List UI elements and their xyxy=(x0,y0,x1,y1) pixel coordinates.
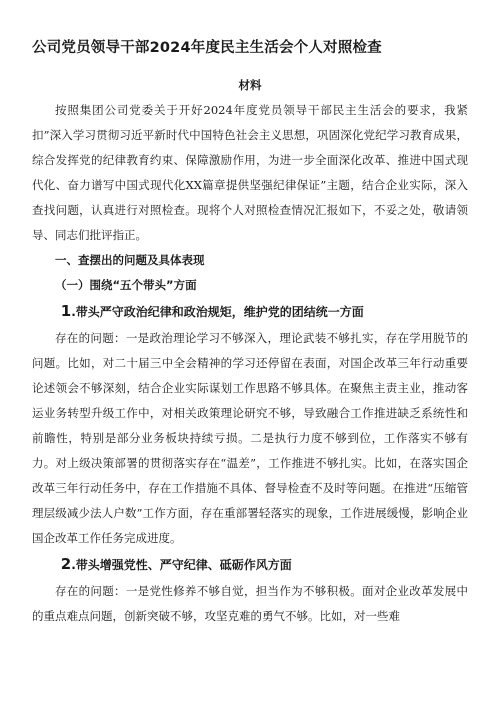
document-title: 公司党员领导干部2024年度民主生活会个人对照检查 xyxy=(32,40,382,56)
heading-level-1: 一、查摆出的问题及具体表现 xyxy=(55,253,205,267)
intro-paragraph: 按照集团公司党委关于开好2024年度党员领导干部民主生活会的要求，我紧扣”深入学习贯彻习近平新时代中国特色社会主义思想，巩固深化党纪学习教育成果，综合发挥党的纪律教育约束、保障激励作用，为进一步全面深化改革、推进中国式现代化、奋力谱写中国式现代化XX篇章提供坚强纪律保证”主题，结合企业实际，深入查找问题，认真进行对照检查。现将个人对照检查情况汇报如下，不妥之处，敬请领导、同志们批评指正。 xyxy=(32,103,468,242)
section-label: 材料 xyxy=(238,78,262,92)
subheading-1-body: 存在的问题：一是政治理论学习不够深入，理论武装不够扎实，存在学用脱节的问题。比如，对二十届三中全会精神的学习还停留在表面，对国企改革三年行动重要论述领会不够深刻，结合企业实际谋划工作思路不够具体。在聚焦主责主业，推动客运业务转型升级工作中，对相关政策理论研究不够，导致融合工作推进缺乏系统性和前瞻性，特别是部分业务板块持续亏损。二是执行力度不够到位，工作落实不够有力。对上级决策部署的贯彻落实存在“温差”，工作推进不够扎实。比如，在落实国企改革三年行动任务中，存在工作措施不具体、督导检查不及时等问题。在推进“压缩管理层级减少法人户数”工作方面，存在重部署轻落实的现象，工作进展缓慢，影响企业国企改革工作任务完成进度。 xyxy=(32,331,468,545)
subheading-2 xyxy=(32,551,468,579)
subheading-1 xyxy=(32,298,468,326)
subheading-2-title: .带头增强党性、严守纪律、砥砺作风方面 xyxy=(71,558,292,572)
heading-level-2: （一）围绕“五个带头”方面 xyxy=(55,278,197,292)
subheading-1-title: .带头严守政治纪律和政治规矩，维护党的团结统一方面 xyxy=(71,305,364,319)
subheading-1-number: 1 xyxy=(60,302,72,320)
subheading-2-body: 存在的问题：一是党性修养不够自觉，担当作为不够积极。面对企业改革发展中的重点难点问题，创新突破不够，攻坚克难的勇气不够。比如，对一些难 xyxy=(32,584,468,623)
subheading-2-number: 2 xyxy=(60,555,72,573)
